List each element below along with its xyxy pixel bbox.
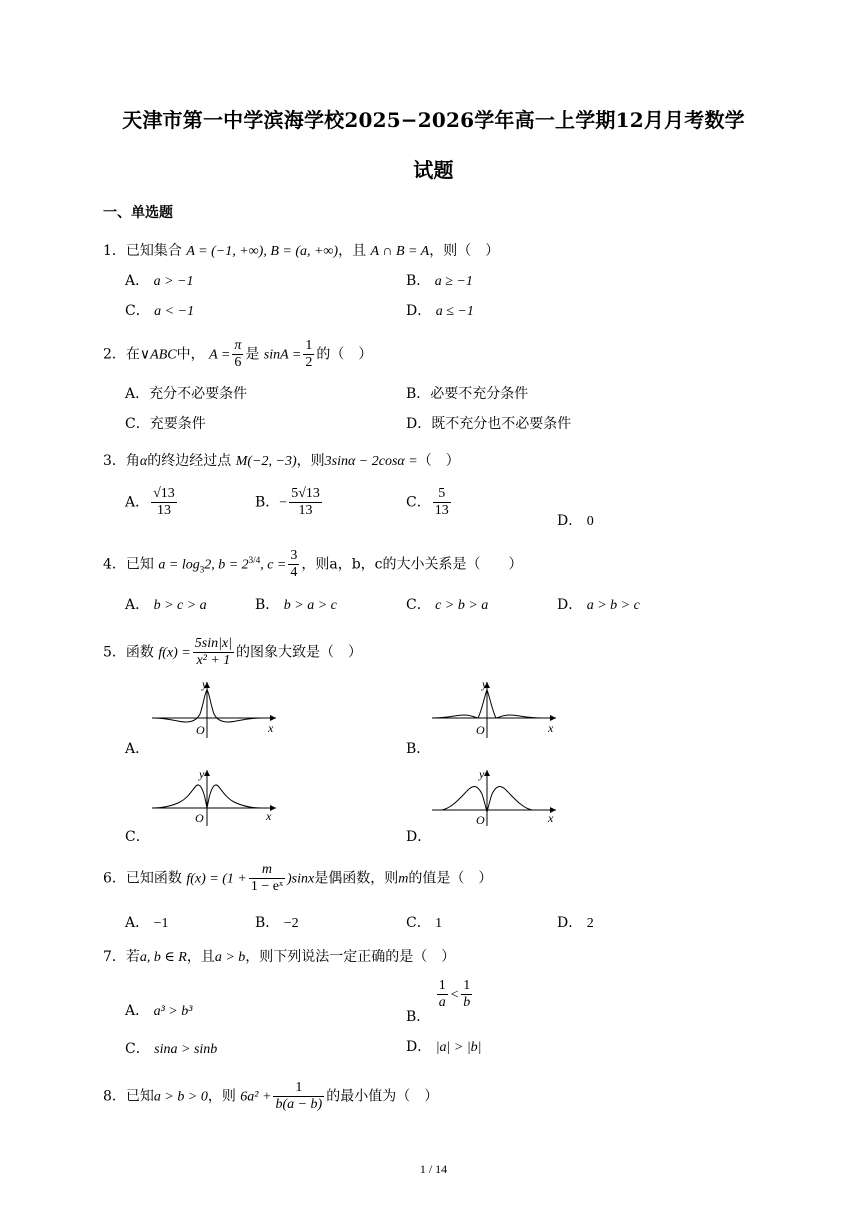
option-c: C． c > b > a	[406, 597, 489, 613]
option-d: D． a > b > c	[557, 597, 640, 613]
graph-option-a	[150, 677, 280, 740]
graph-option-c	[150, 768, 280, 828]
svg-text:O: O	[196, 723, 205, 737]
svg-text:y: y	[479, 767, 485, 781]
question-1: 1．已知集合 A = (−1, +∞), B = (a, +∞)，且 A ∩ B = A，则（ ）	[103, 243, 500, 259]
page-number: 1 / 14	[419, 1162, 448, 1176]
math-expression: A ∩ B = A	[370, 244, 430, 259]
question-4: 4．已知 $a = \log_32$, $b = 2^{3/4}$, c = $\frac{3}{4}$ ，则a，b，c的大小关系是（ ）	[103, 548, 523, 580]
svg-text:y: y	[482, 677, 488, 691]
option-c: C． 1	[406, 915, 443, 931]
option-d: D． |a| > |b|	[406, 1039, 482, 1055]
svg-text:x: x	[266, 809, 272, 823]
option-a: A． a > −1	[125, 273, 194, 289]
option-c: C． a < −1	[125, 303, 195, 319]
svg-text:y: y	[202, 677, 208, 691]
option-a: A． −1	[125, 915, 169, 931]
option-d: D． 2	[557, 915, 594, 931]
page-title-line2: 试题	[413, 158, 454, 182]
question-3: 3．角α的终边经过点 M(−2, −3)，则3sinα − 2cosα =（ ）	[103, 453, 460, 469]
svg-text:x: x	[548, 721, 554, 735]
section-heading: 一、单选题	[103, 205, 173, 221]
option-d: D．	[406, 829, 432, 845]
svg-text:O: O	[195, 811, 204, 825]
option-a: A． $\frac{√13}{13}$	[125, 486, 175, 518]
option-d: D．既不充分也不必要条件	[406, 416, 572, 432]
option-d: D． 0	[557, 513, 594, 529]
question-2: 2．在∨ABC中， A = $\frac{\pi}{6}$ 是 sinA = $\frac{1}{2}$ 的（ ）	[103, 338, 373, 370]
question-number: 1．	[103, 243, 126, 259]
option-b: B． −2	[255, 915, 299, 931]
question-5: 5．函数 f(x) = $\frac{5\sin|x|}{\text{x² + 1}}$ 的图象大致是（ ）	[103, 636, 362, 668]
option-b: B．必要不充分条件	[406, 386, 529, 402]
option-a: A．	[125, 741, 150, 757]
option-c: C．	[125, 829, 150, 845]
option-a: A． b > c > a	[125, 597, 207, 613]
question-8: 8．已知a > b > 0，则 6a² + $\frac{1}{b(a - b)}$ 的最小值为（ ）	[103, 1080, 439, 1112]
option-b: B． $\frac{1}{a}$ < $\frac{1}{b}$	[406, 978, 471, 1025]
svg-text:O: O	[476, 723, 485, 737]
svg-text:x: x	[268, 721, 274, 735]
option-c: C． sina > sinb	[125, 1041, 218, 1057]
option-b: B． b > a > c	[255, 597, 337, 613]
option-b: B． a ≥ −1	[406, 273, 473, 289]
option-c: C． $\frac{5}{13}$	[406, 486, 449, 518]
option-c: C．充要条件	[125, 416, 206, 432]
option-d: D． a ≤ −1	[406, 303, 474, 319]
math-expression: A = (−1, +∞), B = (a, +∞)	[186, 244, 339, 259]
option-b: B．	[406, 741, 431, 757]
svg-text:x: x	[548, 811, 554, 825]
svg-text:O: O	[476, 813, 485, 827]
page-title: 天津市第一中学滨海学校2025−2026学年高一上学期12月月考数学	[122, 108, 745, 132]
graph-option-d	[430, 768, 560, 828]
question-6: 6．已知函数 f(x) = (1 + $\frac{m}{\text{1 − eˣ}}$ )sinx是偶函数，则m的值是（ ）	[103, 862, 493, 894]
option-a: A． a³ > b³	[125, 1003, 193, 1019]
question-text: 已知集合	[125, 243, 182, 259]
svg-text:y: y	[199, 767, 205, 781]
question-7: 7．若a, b ∈ R，且a > b，则下列说法一定正确的是（ ）	[103, 949, 456, 965]
option-a: A．充分不必要条件	[125, 386, 248, 402]
graph-option-b	[430, 677, 560, 740]
option-b: B．− $\frac{5√13}{13}$	[255, 486, 320, 518]
